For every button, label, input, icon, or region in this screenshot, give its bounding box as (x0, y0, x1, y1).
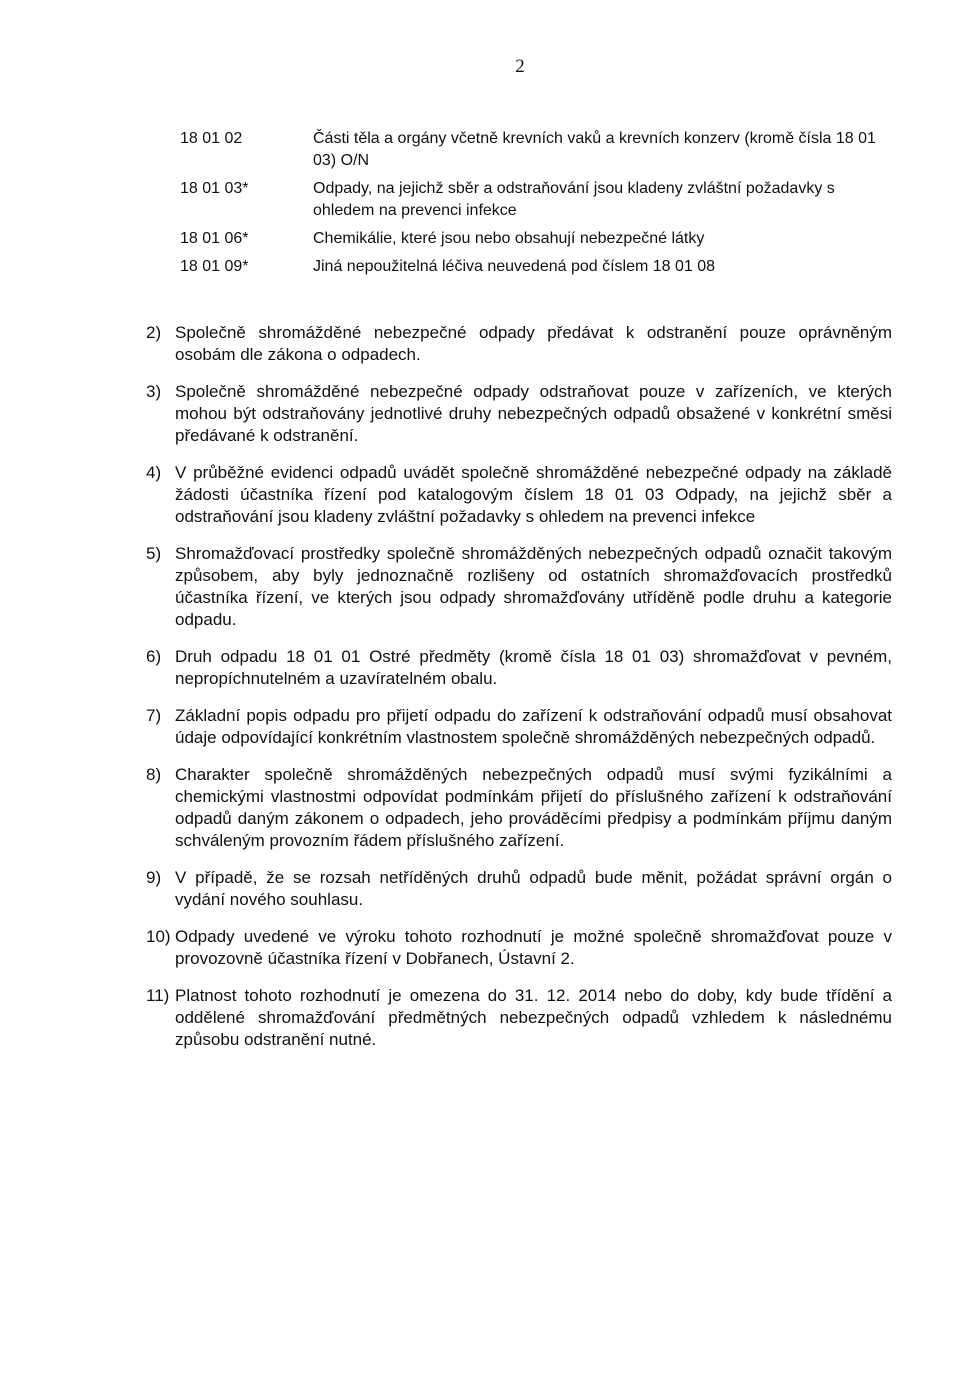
condition-item (146, 705, 892, 749)
waste-code: 18 01 06* (180, 230, 249, 247)
waste-code-row (180, 256, 900, 278)
waste-code-description: Jiná nepoužitelná léčiva neuvedená pod číslem 18 01 08 (313, 258, 716, 275)
condition-item (146, 646, 892, 690)
condition-item (146, 543, 892, 631)
condition-text: Shromažďovací prostředky společně shromážděných nebezpečných odpadů označit takovým způsobem, aby byly jednoznačně rozlišeny od ostatních shromažďovacích prostředků účastníka řízení, ve kterých jsou odpady shromažďovány utříděně podle druhu a kategorie odpadu. (175, 544, 892, 629)
condition-text: Druh odpadu 18 01 01 Ostré předměty (kromě čísla 18 01 03) shromažďovat v pevném, nepropíchnutelném a uzavíratelném obalu. (175, 647, 892, 688)
condition-text: Společně shromážděné nebezpečné odpady předávat k odstranění pouze oprávněným osobám dle zákona o odpadech. (175, 323, 892, 364)
condition-number: 11) (146, 986, 170, 1005)
condition-number: 3) (146, 382, 162, 401)
condition-text: Charakter společně shromážděných nebezpečných odpadů musí svými fyzikálními a chemickými vlastnostmi odpovídat podmínkám přijetí do příslušného zařízení k odstraňování odpadů daným zákonem o odpadech, jeho prováděcími předpisy a podmínkám příjmu daným schváleným provozním řádem příslušného zařízení. (175, 765, 892, 850)
page-number: 2 (515, 56, 525, 77)
waste-code-description: Chemikálie, které jsou nebo obsahují nebezpečné látky (313, 230, 705, 247)
waste-code-list (180, 128, 900, 284)
condition-number: 10) (146, 927, 171, 946)
waste-code-row (180, 128, 900, 172)
waste-code-description: Části těla a orgány včetně krevních vaků a krevních konzerv (kromě čísla 18 01 03) O/N (313, 130, 876, 169)
waste-code-row (180, 178, 900, 222)
condition-number: 6) (146, 647, 162, 666)
waste-code-description: Odpady, na jejichž sběr a odstraňování jsou kladeny zvláštní požadavky s ohledem na prevenci infekce (313, 180, 835, 219)
waste-code: 18 01 09* (180, 258, 249, 275)
condition-item (146, 764, 892, 852)
condition-item (146, 462, 892, 528)
waste-code: 18 01 02 (180, 130, 243, 147)
condition-text: Základní popis odpadu pro přijetí odpadu do zařízení k odstraňování odpadů musí obsahovat údaje odpovídající konkrétním vlastnostem společně shromážděných nebezpečných odpadů. (175, 706, 892, 747)
condition-text: V případě, že se rozsah netříděných druhů odpadů bude měnit, požádat správní orgán o vydání nového souhlasu. (175, 868, 892, 909)
condition-item (146, 985, 892, 1051)
condition-text: Společně shromážděné nebezpečné odpady odstraňovat pouze v zařízeních, ve kterých mohou být odstraňovány jednotlivé druhy nebezpečných odpadů obsažené v konkrétní směsi předávané k odstranění. (175, 382, 892, 445)
condition-number: 5) (146, 544, 162, 563)
condition-number: 2) (146, 323, 162, 342)
condition-text: Odpady uvedené ve výroku tohoto rozhodnutí je možné společně shromažďovat pouze v provozovně účastníka řízení v Dobřanech, Ústavní 2. (175, 927, 892, 968)
condition-item (146, 322, 892, 366)
conditions-list (146, 322, 892, 1066)
condition-text: Platnost tohoto rozhodnutí je omezena do 31. 12. 2014 nebo do doby, kdy bude třídění a oddělené shromažďování předmětných nebezpečných odpadů vzhledem k následnému způsobu odstranění nutné. (175, 986, 892, 1049)
condition-number: 7) (146, 706, 162, 725)
condition-number: 9) (146, 868, 162, 887)
condition-number: 8) (146, 765, 162, 784)
condition-item (146, 381, 892, 447)
condition-item (146, 926, 892, 970)
condition-item (146, 867, 892, 911)
waste-code: 18 01 03* (180, 180, 249, 197)
waste-code-row (180, 228, 900, 250)
condition-text: V průběžné evidenci odpadů uvádět společně shromážděné nebezpečné odpady na základě žádosti účastníka řízení pod katalogovým číslem 18 01 03 Odpady, na jejichž sběr a odstraňování jsou kladeny zvláštní požadavky s ohledem na prevenci infekce (175, 463, 892, 526)
condition-number: 4) (146, 463, 162, 482)
